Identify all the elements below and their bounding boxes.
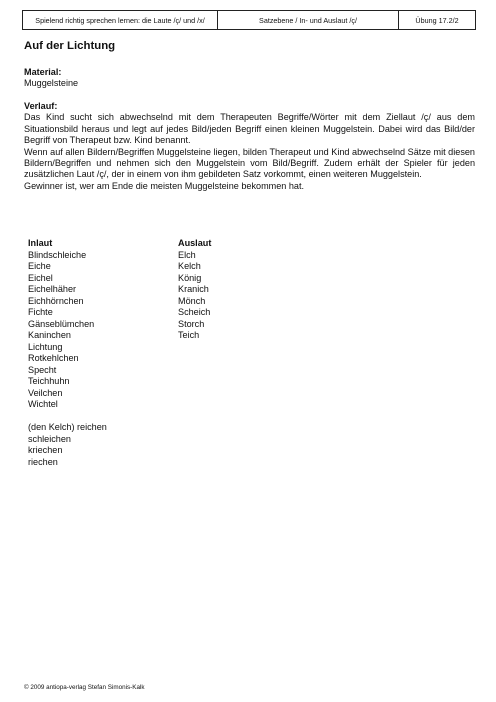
verlauf-paragraph: Das Kind sucht sich abwechselnd mit dem Therapeuten Begriffe/Wörter mit dem Ziellaut /ç/ aus dem Situationsbild heraus und legt auf jedes Bild/jeden Begriff einen kleinen Muggelstein. Dabei wird das Bild/der Begriff von Therapeut bzw. Kind benannt. — [24, 112, 475, 146]
inlaut-verb: kriechen — [28, 445, 63, 455]
inlaut-word-list — [28, 250, 168, 411]
material-text: Muggelsteine — [24, 78, 79, 89]
inlaut-column — [28, 238, 168, 468]
auslaut-word: Kelch — [178, 261, 201, 271]
inlaut-heading: Inlaut — [28, 238, 53, 248]
inlaut-word: Wichtel — [28, 399, 58, 409]
material-label: Material: — [24, 67, 62, 77]
auslaut-word: Teich — [178, 330, 200, 340]
auslaut-word: Kranich — [178, 284, 209, 294]
inlaut-word: Eichhörnchen — [28, 295, 84, 306]
inlaut-word: Eiche — [28, 261, 51, 271]
header-level: Satzebene / In- und Auslaut /ç/ — [218, 11, 399, 29]
auslaut-column — [178, 238, 298, 342]
list-spacer — [28, 411, 168, 423]
auslaut-word: Mönch — [178, 295, 206, 306]
inlaut-word: Eichelhäher — [28, 284, 77, 294]
inlaut-word: Kaninchen — [28, 330, 71, 340]
auslaut-heading: Auslaut — [178, 238, 212, 248]
inlaut-word: Eichel — [28, 272, 53, 283]
inlaut-word: Lichtung — [28, 341, 63, 352]
inlaut-word: Rotkehlchen — [28, 353, 79, 363]
page-title: Auf der Lichtung — [24, 40, 116, 52]
header-book-title: Spielend richtig sprechen lernen: die Laute /ç/ und /x/ — [23, 11, 218, 29]
verlauf-paragraph: Gewinner ist, wer am Ende die meisten Muggelsteine bekommen hat. — [24, 180, 305, 191]
copyright-footer: © 2009 antiopa-verlag Stefan Simonis-Kalk — [24, 684, 145, 691]
auslaut-word: König — [178, 272, 202, 283]
auslaut-word: Scheich — [178, 307, 211, 317]
inlaut-word: Fichte — [28, 307, 53, 317]
verlauf-label: Verlauf: — [24, 101, 58, 111]
auslaut-word: Elch — [178, 249, 196, 260]
inlaut-verb: schleichen — [28, 433, 71, 444]
auslaut-word: Storch — [178, 318, 205, 329]
header-exercise-number: Übung 17.2/2 — [415, 15, 459, 25]
inlaut-word: Veilchen — [28, 387, 63, 398]
inlaut-word: Specht — [28, 364, 57, 375]
verlauf-paragraph: Wenn auf allen Bildern/Begriffen Muggelsteine liegen, bilden Therapeut und Kind abwechselnd Sätze mit diesen Bildern/Begriffen und nehmen sich den Muggelstein vom Bild/Begriff. Zudem erhält der Spieler für jeden zusätzlichen Laut /ç/, der in einem von ihm gebildeten Satz vorkommt, einen weiteren Muggelstein. — [24, 146, 475, 180]
material-section — [24, 67, 475, 90]
inlaut-word: Teichhuhn — [28, 376, 70, 386]
header-table — [22, 10, 476, 30]
inlaut-verb-list — [28, 422, 168, 468]
inlaut-word: Blindschleiche — [28, 249, 87, 260]
auslaut-word-list — [178, 250, 298, 342]
verlauf-section — [24, 101, 475, 192]
inlaut-word: Gänseblümchen — [28, 318, 95, 329]
inlaut-verb: (den Kelch) reichen — [28, 422, 107, 432]
inlaut-verb: riechen — [28, 456, 58, 467]
